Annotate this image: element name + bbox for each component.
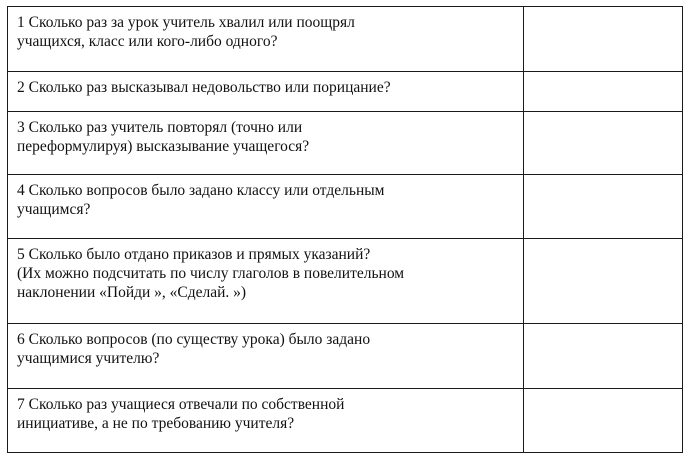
- question-cell: [8, 389, 524, 453]
- question-text: учащихся, класс или кого-либо одного?: [17, 33, 278, 50]
- answer-cell[interactable]: [524, 175, 683, 239]
- question-text: 4 Сколько вопросов было задано классу или отдельным: [17, 182, 385, 199]
- question-text: 2 Сколько раз высказывал недовольство или порицание?: [17, 79, 391, 96]
- question-text: наклонении «Пойди », «Сделай. »): [17, 284, 247, 301]
- question-cell: [8, 112, 524, 175]
- table-row: [8, 72, 683, 112]
- question-cell: [8, 324, 524, 389]
- question-text: переформулируя) высказывание учащегося?: [17, 138, 310, 155]
- question-text: 7 Сколько раз учащиеся отвечали по собственной: [17, 396, 345, 413]
- question-cell: [8, 7, 524, 72]
- table-row: [8, 175, 683, 239]
- table-row: [8, 324, 683, 389]
- answer-cell[interactable]: [524, 72, 683, 112]
- answer-cell[interactable]: [524, 7, 683, 72]
- table-row: [8, 239, 683, 324]
- question-cell: [8, 239, 524, 324]
- question-cell: [8, 175, 524, 239]
- answer-cell[interactable]: [524, 239, 683, 324]
- answer-cell[interactable]: [524, 112, 683, 175]
- table-row: [8, 389, 683, 453]
- answer-cell[interactable]: [524, 389, 683, 453]
- question-text: 3 Сколько раз учитель повторял (точно или: [17, 119, 303, 136]
- answer-cell[interactable]: [524, 324, 683, 389]
- question-text: 1 Сколько раз за урок учитель хвалил или поощрял: [17, 14, 355, 31]
- question-text: 6 Сколько вопросов (по существу урока) было задано: [17, 331, 371, 348]
- question-text: инициативе, а не по требованию учителя?: [17, 415, 295, 432]
- table-row: [8, 7, 683, 72]
- question-text: учащимися учителю?: [17, 350, 160, 367]
- question-text: (Их можно подсчитать по числу глаголов в повелительном: [17, 265, 405, 282]
- observation-table: [7, 6, 683, 453]
- question-cell: [8, 72, 524, 112]
- question-text: 5 Сколько было отдано приказов и прямых указаний?: [17, 246, 371, 263]
- table-row: [8, 112, 683, 175]
- question-text: учащимся?: [17, 201, 91, 218]
